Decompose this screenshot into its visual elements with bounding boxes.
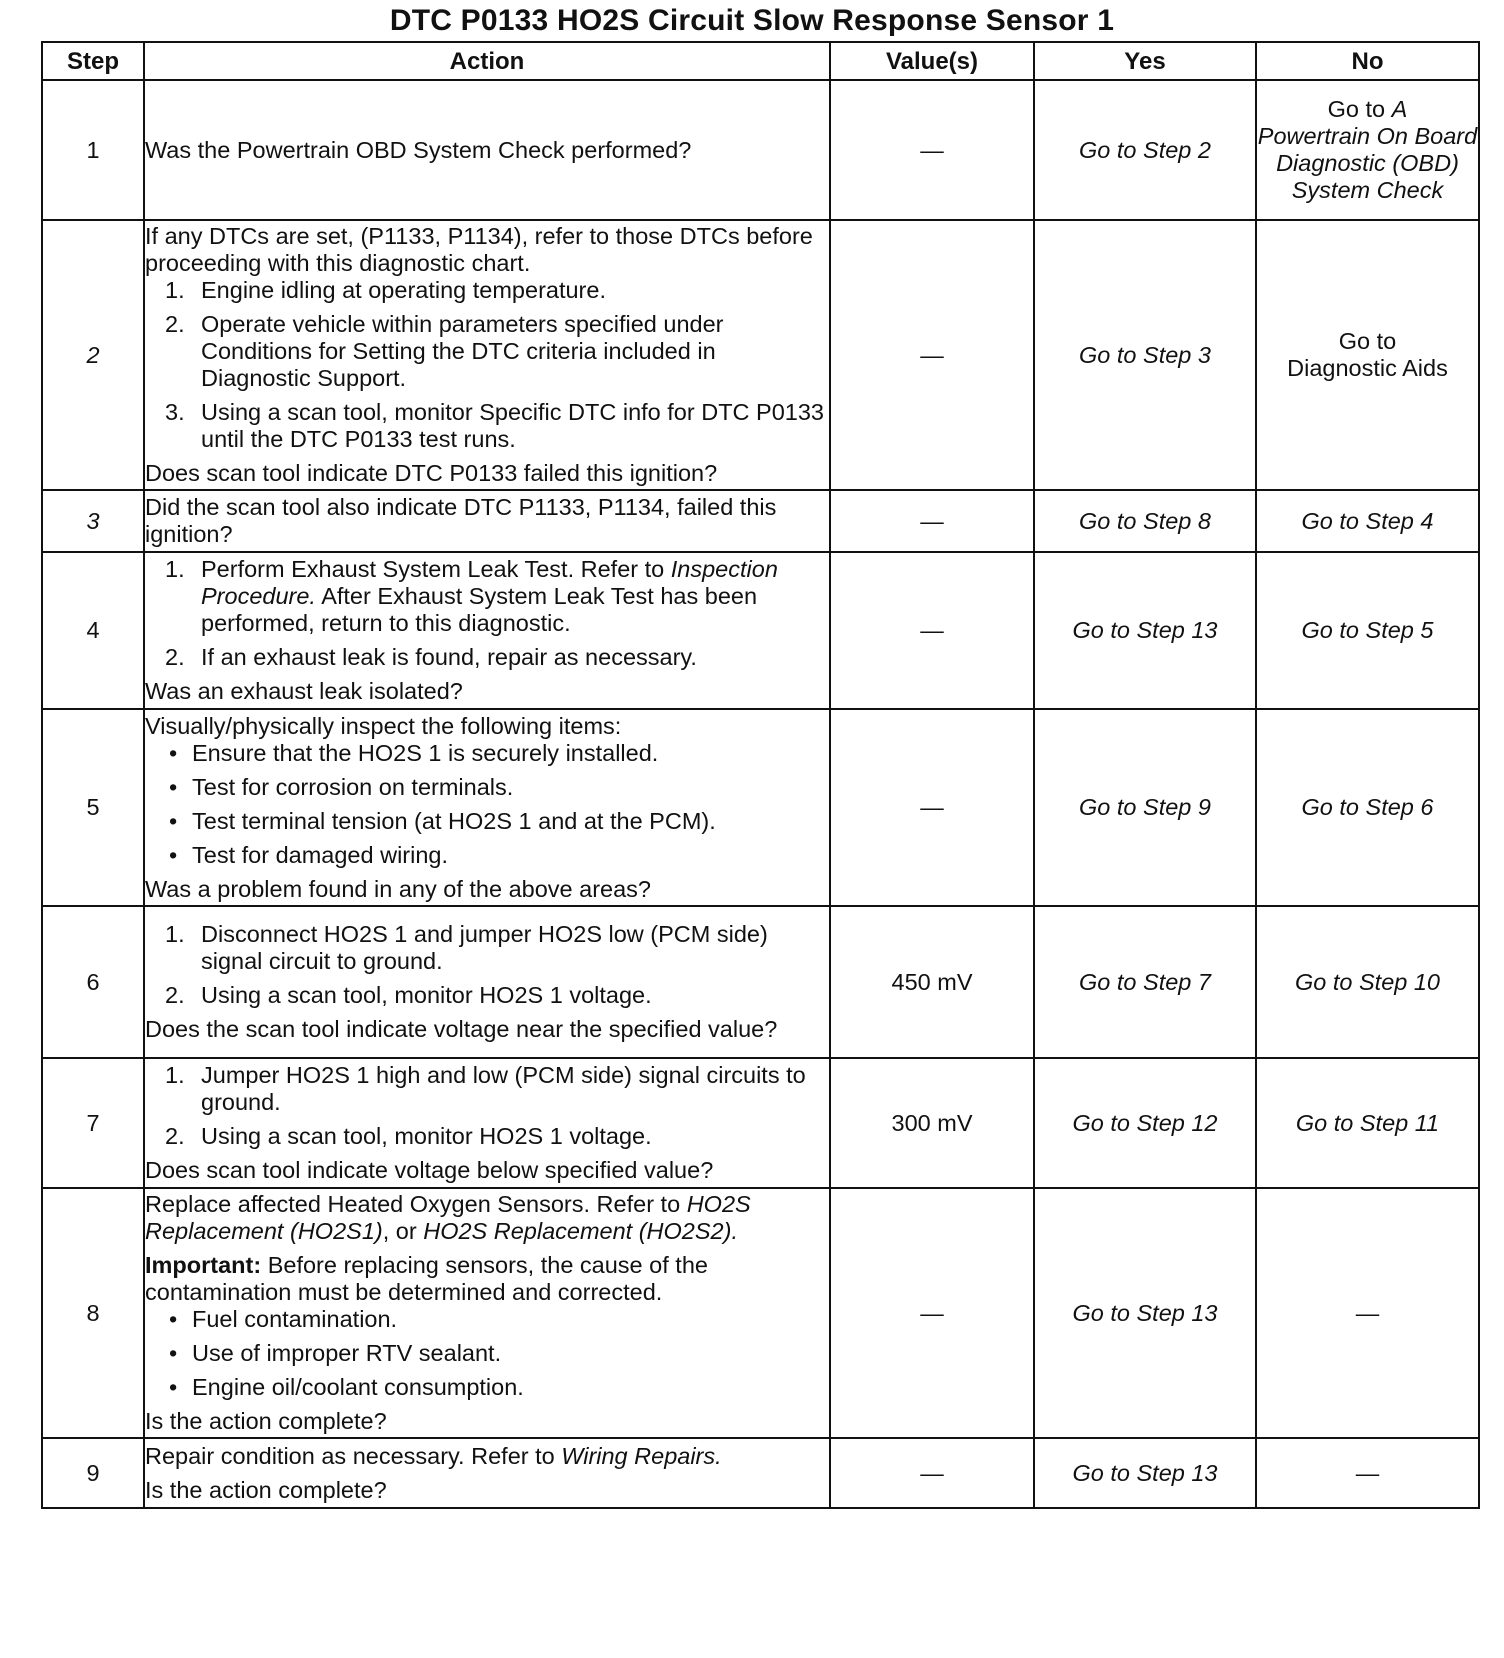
action-step: 2. Operate vehicle within parameters specified under Conditions for Setting the DTC criteria included in Diagnostic Support. [165,311,724,391]
action-step: 1. Disconnect HO2S 1 and jumper HO2S low (PCM side) signal circuit to ground. [165,921,768,974]
yes-link[interactable]: Go to Step 9 [1034,709,1256,906]
table-header-row [42,42,1479,80]
action-cell [144,906,830,1058]
value-cell: — [830,490,1034,552]
important-note: Important: Before replacing sensors, the cause of the contamination must be determined and corrected. [145,1252,708,1305]
action-question: Does scan tool indicate DTC P0133 failed this ignition? [145,460,718,486]
step-number: 4 [42,552,144,709]
yes-link[interactable]: Go to Step 13 [1034,1438,1256,1508]
action-cell [144,709,830,906]
header-step: Step [42,42,144,80]
header-action: Action [144,42,830,80]
step-number: 8 [42,1188,144,1438]
yes-link[interactable]: Go to Step 13 [1034,552,1256,709]
step-number: 1 [42,80,144,220]
action-cell [144,1058,830,1188]
no-link[interactable]: Go to Step 11 [1256,1058,1479,1188]
action-cell [144,220,830,490]
action-question: Was an exhaust leak isolated? [145,678,463,704]
bullet-item: • Test for damaged wiring. [169,841,449,868]
action-intro: If any DTCs are set, (P1133, P1134), refer to those DTCs before proceeding with this diagnostic chart. [145,223,813,276]
step-number: 5 [42,709,144,906]
action-cell [144,1438,830,1508]
table-row [42,220,1479,490]
table-row [42,1058,1479,1188]
no-link[interactable]: Go to Step 5 [1256,552,1479,709]
action-intro: Visually/physically inspect the following items: [145,712,622,739]
action-question: Does scan tool indicate voltage below specified value? [145,1157,714,1183]
inspection-procedure-link[interactable]: Inspection Procedure. [201,556,778,609]
action-bullets [145,740,829,869]
action-question: Does the scan tool indicate voltage near the specified value? [145,1016,778,1042]
yes-link[interactable]: Go to Step 2 [1034,80,1256,220]
value-cell: 450 mV [830,906,1034,1058]
header-values: Value(s) [830,42,1034,80]
table-row [42,709,1479,906]
page-title: DTC P0133 HO2S Circuit Slow Response Sensor 1 [389,4,1115,37]
diagnostic-table [41,41,1480,1509]
step-number: 2 [42,220,144,490]
value-cell: — [830,552,1034,709]
value-cell: 300 mV [830,1058,1034,1188]
value-cell: — [830,709,1034,906]
header-yes: Yes [1034,42,1256,80]
table-row [42,906,1479,1058]
yes-link[interactable]: Go to Step 13 [1034,1188,1256,1438]
value-cell: — [830,1188,1034,1438]
value-cell: — [830,1438,1034,1508]
no-link[interactable]: Go to Diagnostic Aids [1256,220,1479,490]
yes-link[interactable]: Go to Step 8 [1034,490,1256,552]
action-intro: Was the Powertrain OBD System Check performed? [145,136,692,163]
no-cell: — [1256,1438,1479,1508]
action-cell [144,490,830,552]
table-row [42,80,1479,220]
action-step: 1. Jumper HO2S 1 high and low (PCM side) signal circuits to ground. [165,1062,806,1115]
action-step: 1. Perform Exhaust System Leak Test. Refer to Inspection Procedure. After Exhaust System Leak Test has been performed, return to this diagnostic. [165,556,778,636]
action-cell [144,80,830,220]
table-row [42,490,1479,552]
yes-link[interactable]: Go to Step 12 [1034,1058,1256,1188]
no-cell: — [1256,1188,1479,1438]
step-number: 7 [42,1058,144,1188]
bullet-item: • Engine oil/coolant consumption. [169,1374,524,1400]
no-link[interactable]: Go to Step 4 [1256,490,1479,552]
no-link-prefix: Go to [1327,96,1392,122]
action-step: 3. Using a scan tool, monitor Specific DTC info for DTC P0133 until the DTC P0133 test runs. [165,399,825,452]
bullet-item: • Test for corrosion on terminals. [169,773,514,800]
action-bullets [145,1306,829,1401]
step-number: 9 [42,1438,144,1508]
action-steps [145,1062,829,1150]
action-cell [144,1188,830,1438]
no-link[interactable]: Go to Step 6 [1256,709,1479,906]
wiring-repairs-link[interactable]: Wiring Repairs. [561,1442,722,1469]
action-steps [145,277,829,453]
yes-link[interactable]: Go to Step 3 [1034,220,1256,490]
bullet-item: • Fuel contamination. [169,1306,398,1332]
step-number: 3 [42,490,144,552]
action-intro: Repair condition as necessary. Refer to Wiring Repairs. [145,1442,722,1469]
table-row [42,1188,1479,1438]
bullet-item: • Test terminal tension (at HO2S 1 and at the PCM). [169,807,716,834]
no-link-a: A [1391,96,1408,122]
action-steps [145,556,829,671]
header-no: No [1256,42,1479,80]
ho2s1-replacement-link[interactable]: HO2S Replacement (HO2S1) [145,1191,751,1244]
action-question: Is the action complete? [145,1408,387,1434]
action-steps [145,921,829,1009]
step-number: 6 [42,906,144,1058]
yes-link[interactable]: Go to Step 7 [1034,906,1256,1058]
bullet-item: • Ensure that the HO2S 1 is securely installed. [169,739,659,766]
action-step: 1. Engine idling at operating temperature. [165,277,606,303]
action-intro: Replace affected Heated Oxygen Sensors. Refer to HO2S Replacement (HO2S1), or HO2S Replacement (HO2S2). [145,1191,751,1244]
value-cell: — [830,220,1034,490]
action-step: 2. Using a scan tool, monitor HO2S 1 voltage. [165,982,652,1008]
action-step: 2. Using a scan tool, monitor HO2S 1 voltage. [165,1123,652,1149]
action-question: Did the scan tool also indicate DTC P1133, P1134, failed this ignition? [145,494,777,547]
action-question: Was a problem found in any of the above areas? [145,875,651,902]
ho2s2-replacement-link[interactable]: HO2S Replacement (HO2S2). [423,1218,738,1244]
no-link-text: Powertrain On Board Diagnostic (OBD) System Check [1257,123,1478,203]
table-row [42,1438,1479,1508]
no-link[interactable] [1256,80,1479,220]
bullet-item: • Use of improper RTV sealant. [169,1340,502,1366]
action-cell [144,552,830,709]
no-link[interactable]: Go to Step 10 [1256,906,1479,1058]
action-step: 2. If an exhaust leak is found, repair as necessary. [165,644,697,670]
table-row [42,552,1479,709]
value-cell: — [830,80,1034,220]
action-question: Is the action complete? [145,1476,387,1503]
